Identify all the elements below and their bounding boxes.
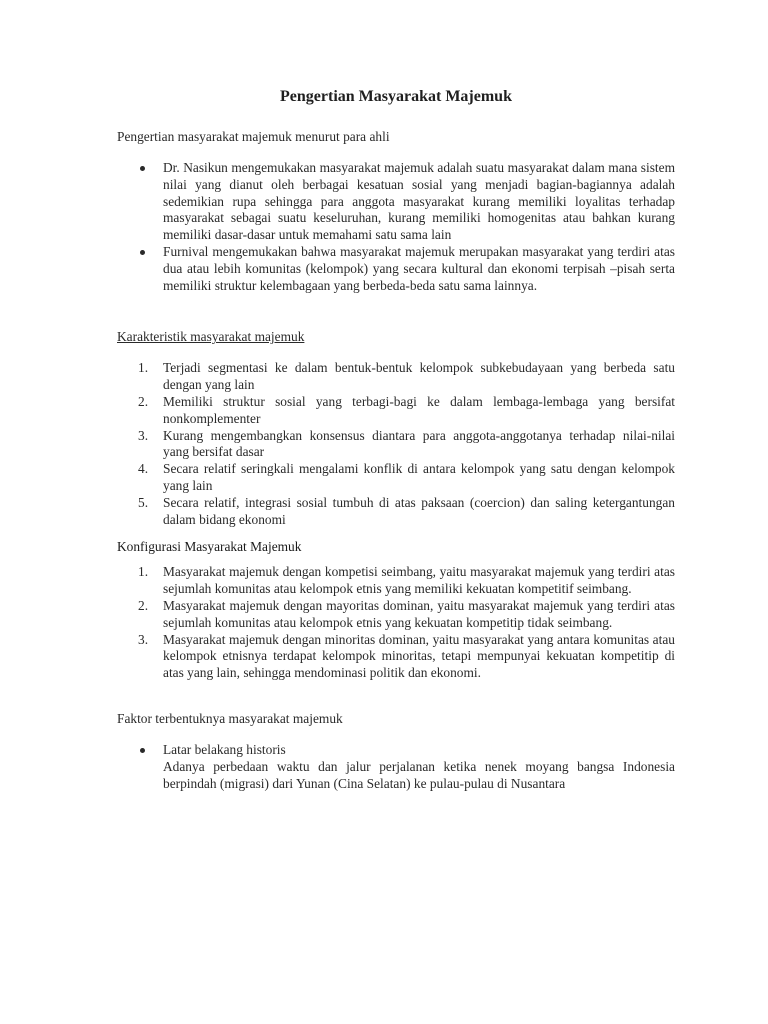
list-number: 4.: [138, 461, 149, 477]
definition-list: [117, 160, 675, 294]
section-intro-definition: Pengertian masyarakat majemuk menurut para ahli: [117, 129, 390, 144]
list-item-text: Secara relatif, integrasi sosial tumbuh di atas paksaan (coercion) dan saling ketergantungan dalam bidang ekonomi: [163, 494, 675, 527]
list-number: 1.: [138, 564, 149, 580]
page-title: Pengertian Masyarakat Majemuk: [280, 88, 512, 105]
list-item: [117, 160, 675, 244]
bullet-icon: [140, 748, 145, 753]
document-content: [117, 86, 675, 792]
configuration-list: [117, 564, 675, 682]
list-item: [117, 495, 675, 529]
section-heading-factors: Faktor terbentuknya masyarakat majemuk: [117, 710, 343, 726]
list-item: [117, 360, 675, 394]
list-item: [117, 564, 675, 598]
list-item-text: Masyarakat majemuk dengan kompetisi seimbang, yaitu masyarakat majemuk yang terdiri atas sejumlah komunitas atau kelompok etnis yang memiliki kekuatan kompetitif seimbang.: [163, 564, 675, 597]
list-number: 2.: [138, 597, 149, 613]
section-heading-characteristics: Karakteristik masyarakat majemuk: [117, 329, 305, 345]
list-item: [117, 598, 675, 632]
list-number: 3.: [138, 427, 149, 443]
bullet-icon: [140, 166, 145, 171]
list-number: 1.: [138, 360, 149, 376]
list-item-text: Secara relatif seringkali mengalami konflik di antara kelompok yang satu dengan kelompok yang lain: [163, 461, 675, 493]
list-item-text: Kurang mengembangkan konsensus diantara para anggota-anggotanya terhadap nilai-nilai yang bersifat dasar: [163, 427, 675, 460]
section-heading-configuration: Konfigurasi Masyarakat Majemuk: [117, 539, 302, 555]
list-item: [117, 461, 675, 495]
list-number: 5.: [138, 494, 149, 510]
list-number: 3.: [138, 631, 149, 647]
list-item-text: Memiliki struktur sosial yang terbagi-bagi ke dalam lembaga-lembaga yang bersifat nonkomplementer: [163, 393, 675, 426]
list-number: 2.: [138, 393, 149, 409]
list-item-text: Masyarakat majemuk dengan mayoritas dominan, yaitu masyarakat majemuk yang terdiri atas sejumlah komunitas atau kelompok etnis yang kekuatan kompetitip tidak seimbang.: [163, 597, 675, 630]
list-item: [117, 244, 675, 294]
list-item-text: Masyarakat majemuk dengan minoritas dominan, yaitu masyarakat yang antara komunitas atau kelompok etnisnya terdapat kelompok minoritas, tetapi mempunyai kekuatan kompetitip di atas yang lain, sehingga mendominasi politik dan ekonomi.: [163, 631, 675, 681]
factors-list: [117, 742, 675, 792]
bullet-icon: [140, 250, 145, 255]
list-item-label: Latar belakang historis: [163, 741, 286, 757]
list-item: [117, 394, 675, 428]
list-item: [117, 632, 675, 682]
list-item-description: Adanya perbedaan waktu dan jalur perjalanan ketika nenek moyang bangsa Indonesia berpindah (migrasi) dari Yunan (Cina Selatan) ke pulau-pulau di Nusantara: [163, 758, 675, 791]
list-item: [117, 742, 675, 792]
characteristics-list: [117, 360, 675, 528]
list-item-text: Furnival mengemukakan bahwa masyarakat majemuk merupakan masyarakat yang terdiri atas dua atau lebih komunitas (kelompok) yang secara kultural dan ekonomi terpisah –pisah serta memiliki struktur kelembagaan yang berbeda-beda satu sama lainnya.: [163, 243, 675, 293]
list-item: [117, 428, 675, 462]
list-item-text: Dr. Nasikun mengemukakan masyarakat majemuk adalah suatu masyarakat dalam mana sistem nilai yang dianut oleh berbagai kesatuan sosial yang menjadi bagian-bagiannya adalah sedemikian rupa sehingga para anggota masyarakat kurang memiliki loyalitas terhadap masyarakat sebagai suatu keseluruhan, kurang memiliki homogenitas atau bahkan kurang memiliki dasar-dasar untuk memahami satu sama lain: [163, 160, 675, 243]
list-item-text: Terjadi segmentasi ke dalam bentuk-bentuk kelompok subkebudayaan yang berbeda satu dengan yang lain: [163, 360, 675, 393]
